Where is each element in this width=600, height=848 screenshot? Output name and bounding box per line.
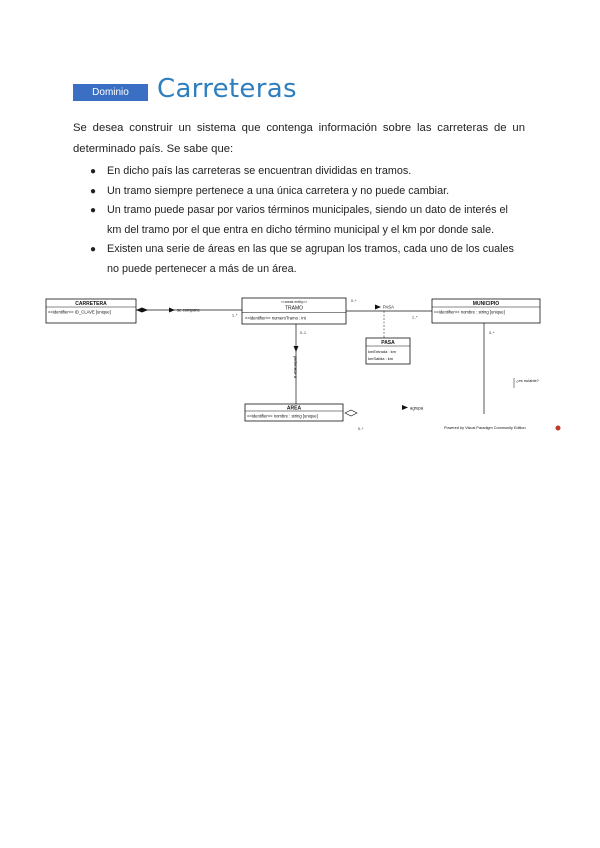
assoc-agrupa	[402, 405, 424, 411]
bullet-icon: ●	[90, 185, 97, 197]
tramo-stereotype: <<weak entity>>	[280, 300, 308, 304]
class-tramo	[242, 298, 346, 324]
area-name: AREA	[286, 405, 302, 412]
requirements-list	[73, 162, 525, 279]
direction-arrow-icon	[375, 305, 381, 310]
carretera-attr: <<identifier>> ID_CLAVE [unique]	[48, 309, 111, 315]
aggregation-diamond-icon	[345, 410, 357, 416]
page-title: Carreteras	[157, 74, 297, 104]
municipio-name: MUNICIPIO	[472, 301, 500, 307]
area-attr: <<identifier>> nombre : string [unique]	[247, 413, 318, 419]
pasa-name: PASA	[381, 340, 395, 346]
assoc-pasa-label: PASA	[383, 304, 394, 310]
bullet-icon: ●	[90, 166, 97, 177]
assoc-agrupa-label: agrupa	[410, 405, 424, 411]
municipio-attr: <<identifier>> nombre : string [unique]	[434, 309, 505, 315]
direction-arrow-icon	[169, 308, 175, 313]
direction-arrow-icon	[402, 405, 408, 410]
mult-pertenece: 0..1	[300, 331, 306, 335]
intro-paragraph: Se desea construir un sistema que contenga información sobre las carreteras de un determinado país. Se sabe que:	[73, 122, 525, 155]
class-carretera	[46, 299, 136, 323]
class-pasa	[366, 338, 410, 364]
mult-municipio: 0..*	[489, 331, 495, 335]
domain-tag: Dominio	[73, 84, 148, 101]
bullet-icon: ●	[90, 244, 97, 255]
direction-arrow-icon	[294, 346, 299, 352]
assoc-pasa	[346, 299, 432, 338]
pasa-attr: kmEntrada : km	[368, 349, 397, 354]
mult-pasa-right: 1..*	[412, 315, 418, 320]
mult-compone: 1..*	[232, 313, 238, 318]
class-municipio	[432, 299, 540, 414]
mult-pasa-left: 0..*	[351, 299, 357, 303]
list-item: ● Existen una serie de áreas en las que se agrupan los tramos, cada uno de los cuales no puede pertenecer a más de un área.	[73, 240, 525, 279]
pasa-attr: kmSalida : km	[368, 356, 394, 361]
list-item: ● Un tramo puede pasar por varios términos municipales, siendo un dato de interés el km del tramo por el que entra en dicho término municipal y el km por donde sale.	[73, 201, 525, 240]
tramo-name: TRAMO	[284, 305, 304, 312]
uml-class-diagram	[44, 296, 564, 436]
class-area	[245, 404, 364, 431]
composition-diamond-icon	[136, 308, 148, 313]
carretera-name: CARRETERA	[75, 301, 107, 307]
footer-credit: Powered by Visual Paradigm Community Edition	[444, 426, 526, 430]
list-item: ● Un tramo siempre pertenece a una única carretera y no puede cambiar.	[73, 182, 525, 202]
note-text: ¿es nulable?	[516, 378, 539, 383]
tramo-attr: <<identifier>> numeroTramo : int	[245, 315, 306, 321]
mult-area: 0..*	[358, 427, 364, 431]
note	[514, 376, 564, 396]
list-item: ● En dicho país las carreteras se encuentran divididas en tramos.	[73, 162, 525, 182]
assoc-pertenece	[293, 324, 306, 404]
vp-logo-icon	[556, 426, 561, 431]
bullet-icon: ●	[90, 205, 97, 216]
assoc-pertenece-label: pertenece a	[293, 356, 298, 379]
assoc-compone-label: se compone	[177, 307, 200, 313]
assoc-se-compone	[136, 308, 242, 318]
